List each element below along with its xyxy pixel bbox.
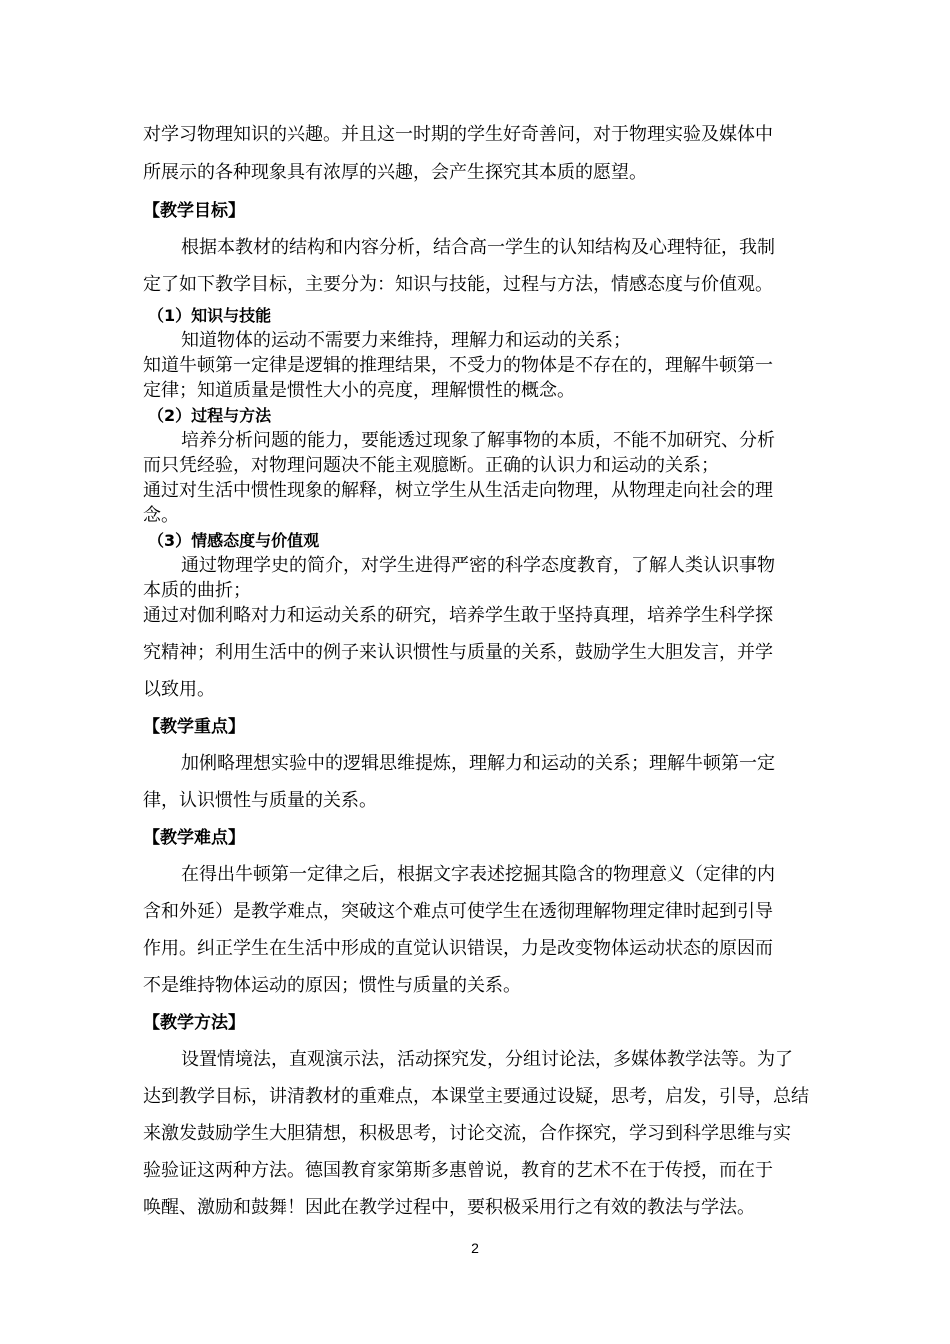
section-heading-methods: 【教学方法】 — [143, 1013, 245, 1033]
paragraph-line: 究精神；利用生活中的例子来认识惯性与质量的关系，鼓励学生大胆发言，并学 — [143, 642, 773, 663]
paragraph-line: 以致用。 — [143, 679, 215, 700]
paragraph-line: 律，认识惯性与质量的关系。 — [143, 790, 377, 811]
subheading-attitudes-values: （3）情感态度与价值观 — [148, 531, 320, 550]
section-heading-objectives: 【教学目标】 — [143, 201, 245, 221]
paragraph-line: 达到教学目标，讲清教材的重难点，本课堂主要通过设疑，思考，启发，引导，总结 — [143, 1086, 809, 1107]
paragraph-line: 通过物理学史的简介，对学生进得严密的科学态度教育，了解人类认识事物 — [181, 555, 775, 576]
paragraph-line: 定律；知道质量是惯性大小的亮度，理解惯性的概念。 — [143, 380, 575, 401]
paragraph-line: 对学习物理知识的兴趣。并且这一时期的学生好奇善问，对于物理实验及媒体中 — [143, 124, 773, 145]
paragraph-line: 来激发鼓励学生大胆猜想，积极思考，讨论交流，合作探究，学习到科学思维与实 — [143, 1123, 791, 1144]
paragraph-line: 知道物体的运动不需要力来维持，理解力和运动的关系； — [181, 330, 631, 351]
subheading-process-methods: （2）过程与方法 — [148, 406, 272, 425]
paragraph-line: 知道牛顿第一定律是逻辑的推理结果，不受力的物体是不存在的，理解牛顿第一 — [143, 355, 773, 376]
paragraph-line: 唤醒、激励和鼓舞！因此在教学过程中，要积极采用行之有效的教法与学法。 — [143, 1197, 755, 1218]
paragraph-line: 验验证这两种方法。德国教育家第斯多惠曾说，教育的艺术不在于传授，而在于 — [143, 1160, 773, 1181]
paragraph-line: 含和外延）是教学难点，突破这个难点可使学生在透彻理解物理定律时起到引导 — [143, 901, 773, 922]
paragraph-line: 所展示的各种现象具有浓厚的兴趣，会产生探究其本质的愿望。 — [143, 162, 647, 183]
subheading-knowledge-skills: （1）知识与技能 — [148, 306, 272, 325]
section-heading-difficulties: 【教学难点】 — [143, 828, 245, 848]
paragraph-line: 培养分析问题的能力，要能透过现象了解事物的本质，不能不加研究、分析 — [181, 430, 775, 451]
paragraph-line: 定了如下教学目标，主要分为：知识与技能，过程与方法，情感态度与价值观。 — [143, 274, 773, 295]
paragraph-line: 本质的曲折； — [143, 580, 251, 601]
paragraph-line: 通过对伽利略对力和运动关系的研究，培养学生敢于坚持真理，培养学生科学探 — [143, 605, 773, 626]
paragraph-line: 作用。纠正学生在生活中形成的直觉认识错误，力是改变物体运动状态的原因而 — [143, 938, 773, 959]
page-number: 2 — [471, 1240, 479, 1256]
paragraph-line: 设置情境法，直观演示法，活动探究发，分组讨论法，多媒体教学法等。为了 — [181, 1049, 793, 1070]
paragraph-line: 根据本教材的结构和内容分析，结合高一学生的认知结构及心理特征，我制 — [181, 237, 775, 258]
paragraph-line: 念。 — [143, 505, 179, 526]
paragraph-line: 通过对生活中惯性现象的解释，树立学生从生活走向物理，从物理走向社会的理 — [143, 480, 773, 501]
paragraph-line: 而只凭经验，对物理问题决不能主观臆断。正确的认识力和运动的关系； — [143, 455, 719, 476]
paragraph-line: 在得出牛顿第一定律之后，根据文字表述挖掘其隐含的物理意义（定律的内 — [181, 864, 775, 885]
section-heading-key-points: 【教学重点】 — [143, 717, 245, 737]
paragraph-line: 加俐略理想实验中的逻辑思维提炼，理解力和运动的关系；理解牛顿第一定 — [181, 753, 775, 774]
paragraph-line: 不是维持物体运动的原因；惯性与质量的关系。 — [143, 975, 521, 996]
